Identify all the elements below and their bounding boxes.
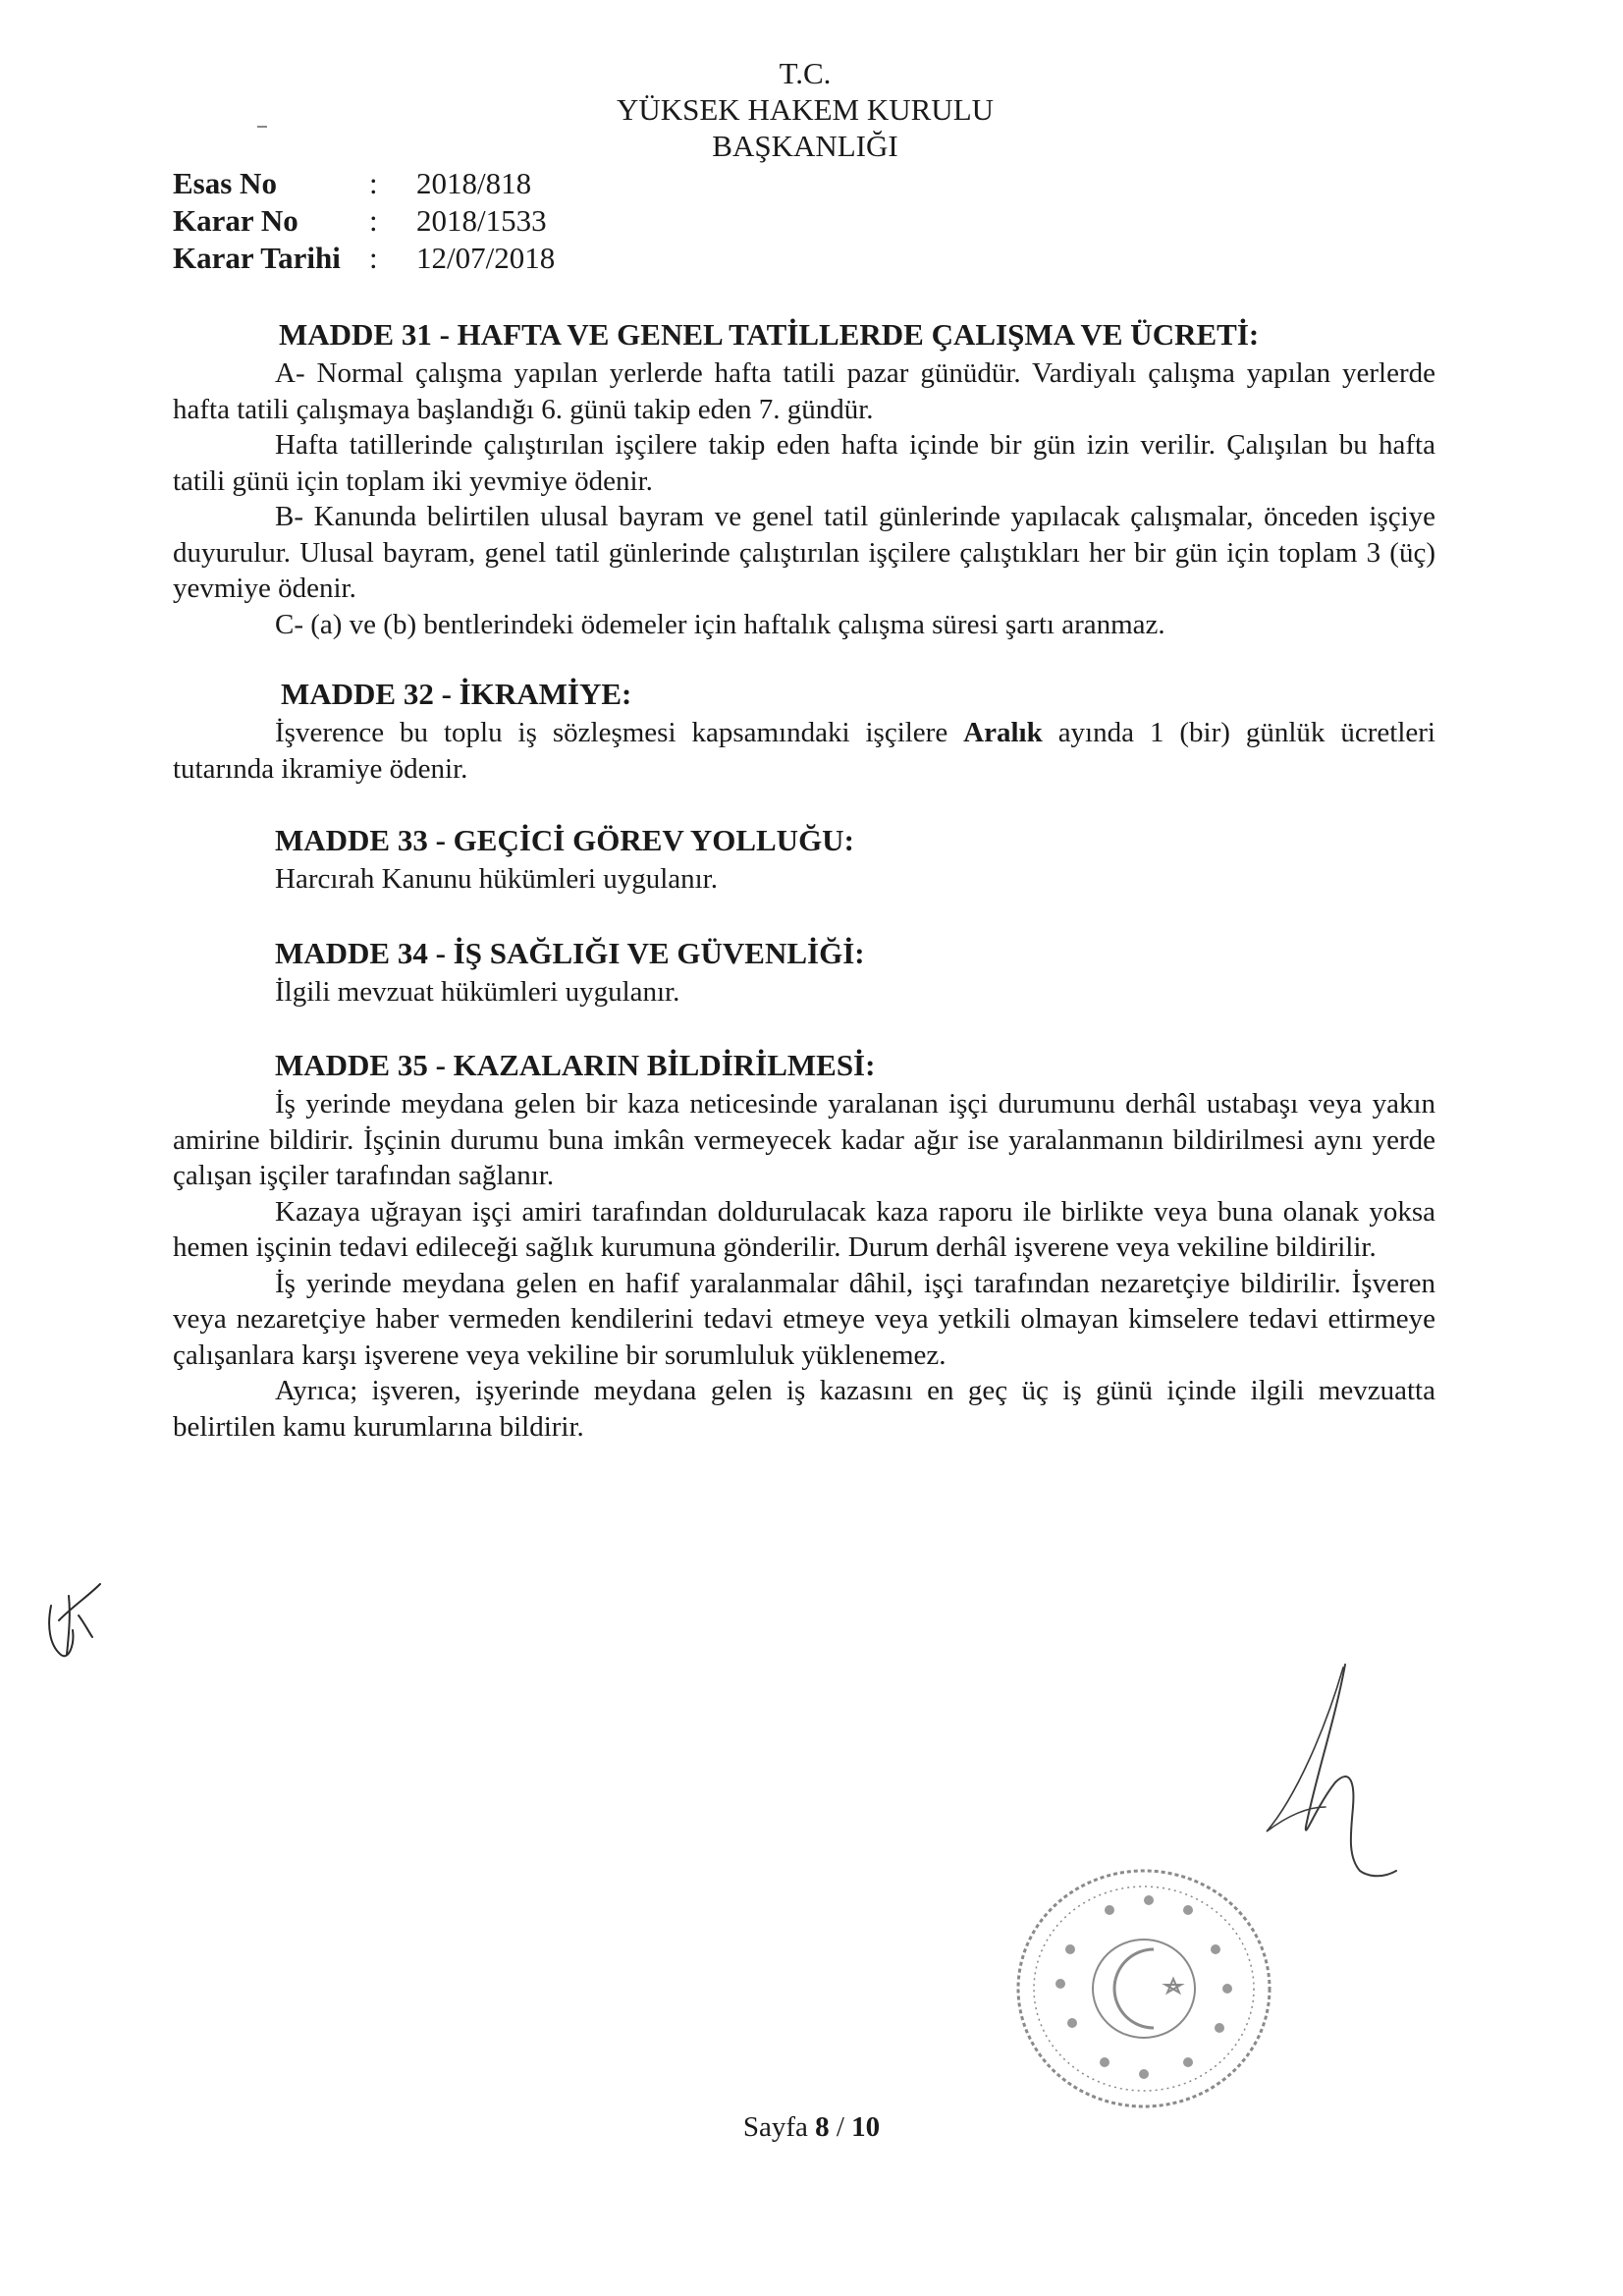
decision-number-value: 2018/1533 <box>416 203 547 238</box>
scan-mark <box>257 126 267 128</box>
decision-number-colon: : <box>369 203 378 238</box>
article-35-paragraph-4: Ayrıca; işveren, işyerinde meydana gelen iş kazasını en geç üç iş günü içinde ilgili mevzuatta belirtilen kamu kurumlarına bildirir. <box>173 1375 1435 1443</box>
article-35-paragraph-3: İş yerinde meydana gelen en hafif yaralanmalar dâhil, işçi tarafından nezaretçiye bildirilir. İşveren veya nezaretçiye haber vermeden kendilerini tedavi etmeye veya yetkili olmayan kimselere tedavi ettirmeye çalışanlara karşı işverene veya vekiline bir sorumluluk yüklenemez. <box>173 1267 1435 1371</box>
article-34-paragraph: İlgili mevzuat hükümleri uygulanır. <box>275 975 680 1008</box>
page-label: Sayfa <box>742 2111 816 2143</box>
official-seal-icon <box>1001 1856 1286 2121</box>
article-32 <box>173 676 1435 787</box>
article-31-paragraph-2: Hafta tatillerinde çalıştırılan işçilere takip eden hafta içinde bir gün izin verilir. Çalışılan bu hafta tatili günü için toplam iki yevmiye ödenir. <box>173 429 1435 497</box>
article-31-paragraph-b: B- Kanunda belirtilen ulusal bayram ve genel tatil günlerinde yapılacak çalışmalar, önceden işçiye duyurulur. Ulusal bayram, genel tatil günlerinde çalıştırılan işçilere çalıştıkları her bir gün için toplam 3 (üç) yevmiye ödenir. <box>173 501 1435 604</box>
current-page: 8 <box>815 2111 830 2143</box>
article-31-paragraph-a: A- Normal çalışma yapılan yerlerde hafta tatili pazar günüdür. Vardiyalı çalışma yapılan yerlerde hafta tatili çalışmaya başlandığı 6. günü takip eden 7. gündür. <box>173 357 1435 425</box>
article-35-title: MADDE 35 - KAZALARIN BİLDİRİLMESİ: <box>275 1048 876 1082</box>
article-31-title: MADDE 31 - HAFTA VE GENEL TATİLLERDE ÇALIŞMA VE ÜCRETİ: <box>279 317 1260 352</box>
article-32-paragraph <box>173 715 1435 787</box>
document-body <box>173 316 1435 1484</box>
decision-date-label: Karar Tarihi <box>173 241 341 275</box>
decision-date-colon: : <box>369 241 378 275</box>
case-info <box>173 165 555 277</box>
case-number-value: 2018/818 <box>416 166 532 200</box>
handwritten-initial-icon <box>39 1576 108 1665</box>
article-33-paragraph: Harcırah Kanunu hükümleri uygulanır. <box>275 863 718 895</box>
decision-number-row <box>173 202 555 240</box>
institution-header <box>511 55 1100 164</box>
article-32-text-end: ayında 1 (bir) günlük ücretleri tutarında ikramiye ödenir. <box>173 717 1435 785</box>
page-footer <box>0 2111 1623 2144</box>
article-34 <box>173 935 1435 1011</box>
decision-date-row <box>173 240 555 277</box>
article-35 <box>173 1047 1435 1445</box>
total-pages: 10 <box>851 2111 881 2143</box>
page-separator: / <box>829 2111 852 2143</box>
signature-icon <box>1227 1660 1404 1886</box>
article-31-paragraph-c: C- (a) ve (b) bentlerindeki ödemeler için haftalık çalışma süresi şartı aranmaz. <box>275 608 1165 640</box>
article-35-paragraph-2: Kazaya uğrayan işçi amiri tarafından doldurulacak kaza raporu ile birlikte veya buna olanak yoksa hemen işçinin tedavi edileceği sağlık kurumuna gönderilir. Durum derhâl işverene veya vekiline bildirilir. <box>173 1195 1435 1263</box>
article-34-title: MADDE 34 - İŞ SAĞLIĞI VE GÜVENLİĞİ: <box>275 935 865 970</box>
case-number-colon: : <box>369 166 378 200</box>
case-number-row <box>173 165 555 202</box>
header-line-2: YÜKSEK HAKEM KURULU <box>616 92 995 127</box>
header-line-3: BAŞKANLIĞI <box>712 129 898 163</box>
article-31 <box>173 316 1435 642</box>
header-line-1: T.C. <box>779 56 832 90</box>
article-33-title: MADDE 33 - GEÇİCİ GÖREV YOLLUĞU: <box>275 823 854 857</box>
article-32-title: MADDE 32 - İKRAMİYE: <box>281 677 632 711</box>
decision-number-label: Karar No <box>173 203 298 238</box>
article-32-text-start: İşverence bu toplu iş sözleşmesi kapsamındaki işçilere <box>275 717 964 748</box>
case-number-label: Esas No <box>173 166 277 200</box>
article-32-emphasis: Aralık <box>963 717 1043 748</box>
article-35-paragraph-1: İş yerinde meydana gelen bir kaza neticesinde yaralanan işçi durumunu derhâl ustabaşı veya yakın amirine bildirir. İşçinin durumu buna imkân vermeyecek kadar ağır ise yaralanmanın bildirilmesi aynı yerde çalışan işçiler tarafından sağlanır. <box>173 1088 1435 1191</box>
article-33 <box>173 822 1435 898</box>
decision-date-value: 12/07/2018 <box>416 241 556 275</box>
